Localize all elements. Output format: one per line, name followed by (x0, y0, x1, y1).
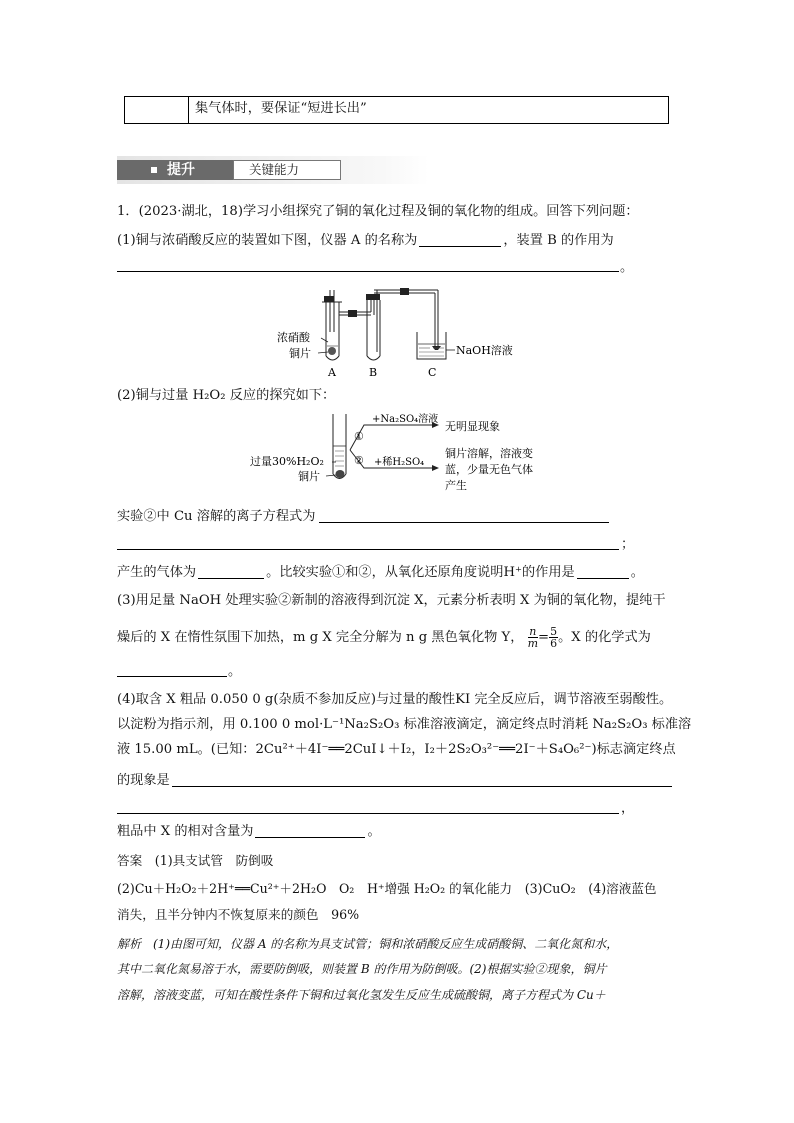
observation-2a: 铜片溶解，溶液变 (445, 447, 533, 460)
fraction-5-over-6: $\frac{5}{6}$ (550, 625, 558, 650)
answer-blank-4b (255, 823, 365, 838)
beaker-c (417, 332, 455, 359)
explanation-line-1: 解析 (1)由图可知，仪器 A 的名称为具支试管；铜和浓硝酸反应生成硝酸铜、二氧化氮和水， (117, 937, 619, 951)
q1-part3-line-a: (3)用足量 NaOH 处理实验②新制的溶液得到沉淀 X，元素分析表明 X 为铜的氧化物，提纯干 (117, 593, 666, 608)
q1-part3-end: 。 (228, 664, 242, 679)
q1-part1-text-a: (1)铜与浓硝酸反应的装置如下图，仪器 A 的名称为 (117, 233, 418, 248)
answer-blank-4a (172, 772, 672, 787)
label-c: C (428, 366, 437, 379)
test-tube (333, 414, 346, 479)
q1-part2-line-b (117, 564, 644, 582)
answer-line-3: 消失，且半分钟内不恢复原来的颜色 96% (117, 907, 360, 922)
q1-part1-line (117, 232, 614, 250)
q1-part2-head: (2)铜与过量 H₂O₂ 反应的探究如下： (117, 388, 336, 403)
reagent-1: +Na₂SO₄溶液 (372, 414, 439, 425)
tube-a (322, 290, 342, 360)
observation-1: 无明显现象 (445, 420, 500, 433)
q1-part3-line-b (117, 626, 651, 649)
q1-part2-line-a (117, 508, 609, 526)
q1-part2-text-c: 。比较实验①和②，从氧化还原角度说明H⁺的作用是 (266, 565, 575, 580)
answer-blank-2a (319, 508, 609, 523)
explanation-line-2: 其中二氧化氮易溶于水，需要防倒吸，则装置 B 的作用为防倒吸。(2)根据实验②现象，铜片 (117, 962, 607, 976)
label-naoh: NaOH溶液 (456, 344, 513, 357)
section-header (117, 156, 429, 184)
q1-part2-text-d: 。 (630, 565, 644, 580)
label-copper: 铜片 (289, 347, 311, 360)
question-intro: 1．(2023·湖北，18)学习小组探究了铜的氧化过程及铜的氧化物的组成。回答下列问题： (117, 204, 639, 219)
answer-line-3 (117, 676, 227, 677)
label-h2o2: 过量30%H₂O₂ (250, 455, 324, 468)
table-cell-empty (125, 97, 189, 123)
answer-line-2a-cont (117, 549, 619, 550)
q1-part4-end: 。 (367, 824, 381, 839)
marker-1: ① (354, 430, 364, 443)
square-bullet-icon (151, 167, 157, 173)
answer-line-1: 答案 (1)具支试管 防倒吸 (117, 853, 274, 868)
q1-part3-text-b: 燥后的 X 在惰性氛围下加热，m g X 完全分解为 n g 黑色氧化物 Y， (117, 630, 524, 645)
h2o2-experiment-figure (246, 410, 566, 506)
table-row (124, 96, 669, 124)
answer-line-4a-cont (117, 813, 619, 814)
q1-part4-line-e (117, 823, 381, 841)
tube-b (366, 294, 380, 360)
label-a: A (328, 366, 336, 379)
q1-part1-end: 。 (620, 260, 634, 275)
answer-line-1b (117, 271, 619, 272)
observation-2b: 蓝，少量无色气体 (445, 463, 533, 476)
explanation-line-3: 溶解，溶液变蓝，可知在酸性条件下铜和过氧化氢发生反应生成硫酸铜，离子方程式为 Cu＋ (117, 988, 606, 1002)
q1-part2-text-b: 产生的气体为 (117, 565, 197, 580)
answer-line-2: (2)Cu＋H₂O₂＋2H⁺══Cu²⁺＋2H₂O O₂ H⁺增强 H₂O₂ 的氧化能力 (3)CuO₂ (4)溶液蓝色 (117, 881, 657, 896)
q1-semicolon: ； (621, 537, 635, 552)
observation-2c: 产生 (445, 479, 467, 492)
table-cell-text: 集气体时，要保证“短进长出” (195, 101, 367, 116)
connector-bc (374, 288, 441, 350)
label-copper-2: 铜片 (298, 470, 320, 483)
section-sublabel: 关键能力 (249, 162, 300, 177)
fraction-n-over-m: $\frac{n}{m}$ (527, 625, 539, 650)
q1-part4-text-e: 粗品中 X 的相对含量为 (117, 824, 254, 839)
connector-ab (339, 299, 374, 317)
q1-comma: ， (621, 801, 635, 816)
answer-blank-1a (419, 232, 501, 247)
q1-part1-text-b: ，装置 B 的作用为 (503, 233, 614, 248)
marker-2: ② (354, 454, 364, 467)
q1-part4-line-c: 液 15.00 mL。(已知：2Cu²⁺＋4I⁻══2CuI↓＋I₂，I₂＋2S₂O₃²⁻══2I⁻＋S₄O₆²⁻)标志滴定终点 (117, 742, 676, 757)
apparatus-figure (270, 282, 530, 382)
answer-blank-2b (198, 564, 264, 579)
q1-part2-text-a: 实验②中 Cu 溶解的离子方程式为 (117, 509, 316, 524)
q1-part4-line-d (117, 772, 672, 790)
label-conc-acid: 浓硝酸 (277, 331, 310, 344)
answer-blank-2c (577, 564, 629, 579)
q1-part4-text-d: 的现象是 (117, 773, 170, 788)
reagent-2: +稀H₂SO₄ (374, 457, 425, 468)
equals-sign: = (538, 630, 550, 645)
q1-part4-line-a: (4)取含 X 粗品 0.050 0 g(杂质不参加反应)与过量的酸性KI 完全反应后，调节溶液至弱酸性。 (117, 692, 673, 707)
q1-part4-line-b: 以淀粉为指示剂，用 0.100 0 mol·L⁻¹Na₂S₂O₃ 标准溶液滴定，滴定终点时消耗 Na₂S₂O₃ 标准溶 (117, 717, 692, 732)
q1-part3-text-c: 。X 的化学式为 (558, 630, 651, 645)
section-label: 提升 (167, 162, 195, 178)
label-b: B (369, 366, 378, 379)
